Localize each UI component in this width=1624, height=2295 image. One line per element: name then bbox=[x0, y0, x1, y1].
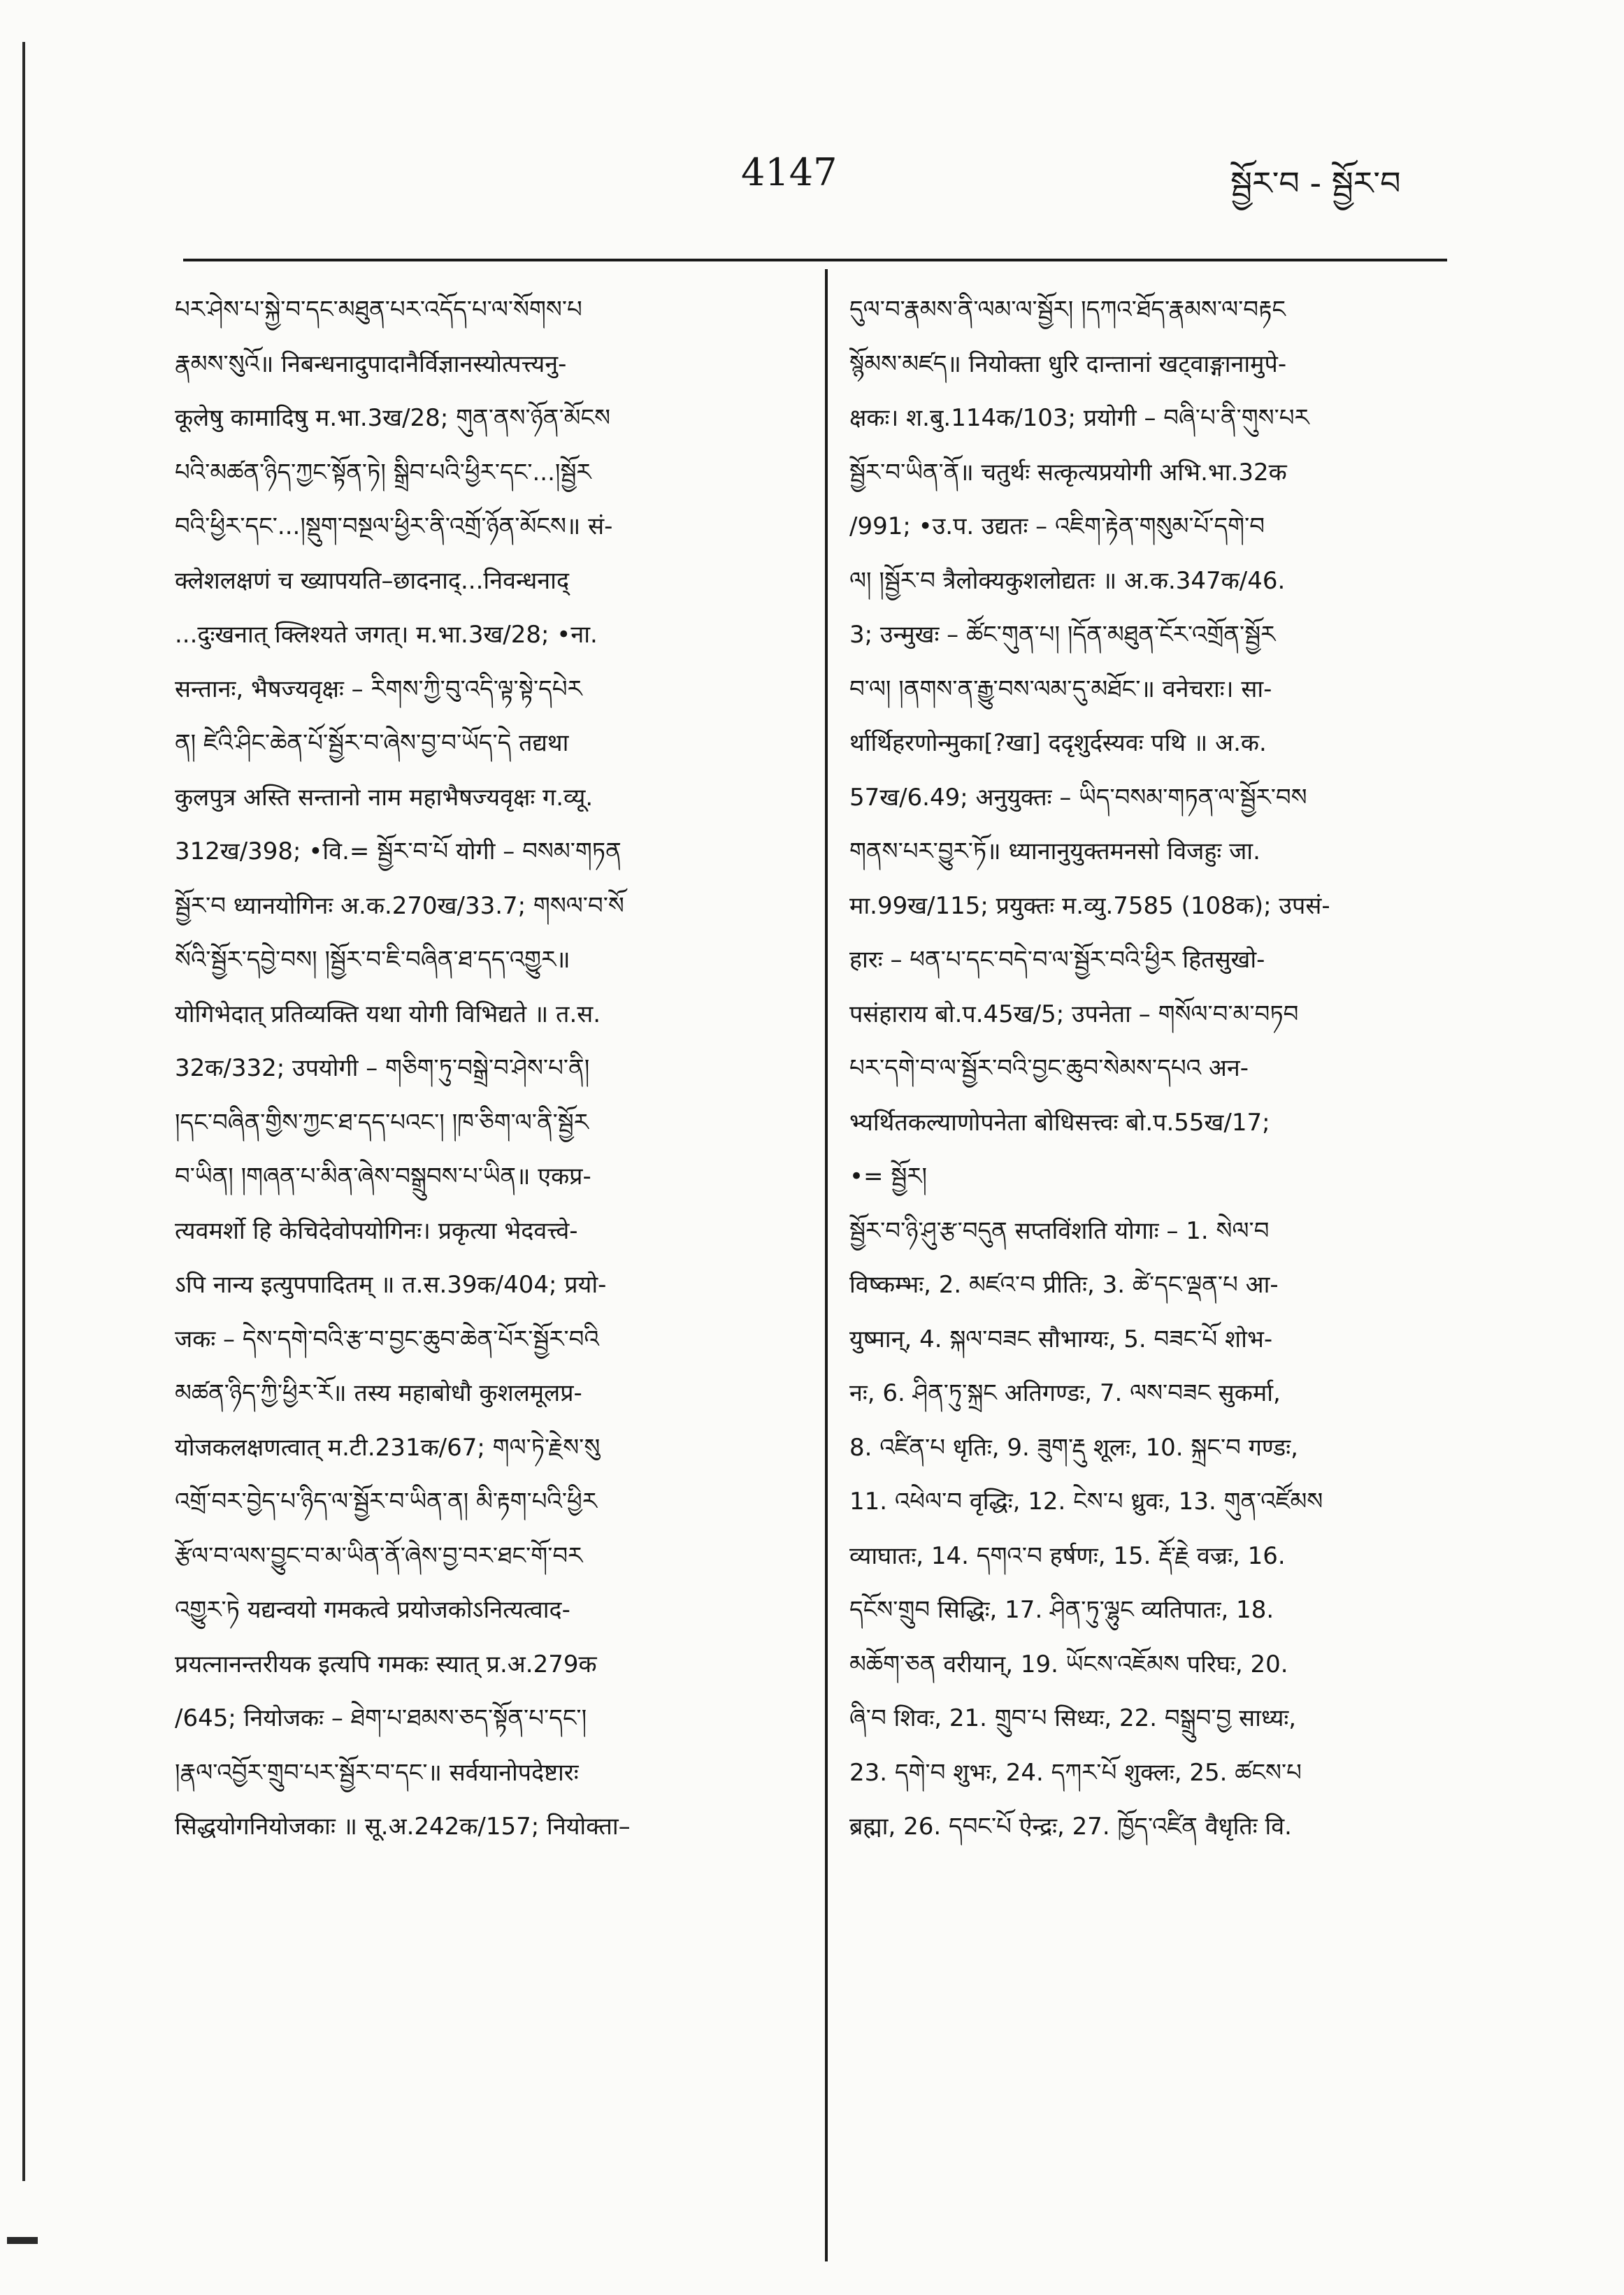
dictionary-line: भ्यर्थितकल्याणोपनेता बोधिसत्त्वः बो.प.55ख/17; bbox=[849, 1108, 1270, 1137]
dictionary-line: མཚན་ཉིད་ཀྱི་ཕྱིར་རོ॥ तस्य महाबोधौ कुशलमूलप्र- bbox=[175, 1379, 582, 1407]
dictionary-line: पसंहाराय बो.प.45ख/5; उपनेता – གསོལ་བ་མ་བཏབ bbox=[849, 1000, 1299, 1028]
dictionary-line: प्रयत्नानन्तरीयक इत्यपि गमकः स्यात् प्र.अ.279क bbox=[175, 1650, 597, 1678]
dictionary-line: 312ख/398; •वि.= སྦྱོར་བ་པོ योगी – བསམ་གཏན bbox=[175, 837, 621, 865]
dictionary-line: मा.99ख/115; प्रयुक्तः म.व्यु.7585 (108क); उपसं- bbox=[849, 891, 1330, 920]
dictionary-line: སྦྱོར་བ་ཡིན་ནོ॥ चतुर्थः सत्कृत्यप्रयोगी अभि.भा.32क bbox=[849, 458, 1287, 487]
dictionary-line: /645; नियोजकः – ཐེག་པ་ཐམས་ཅད་སྟོན་པ་དང་། bbox=[175, 1704, 587, 1732]
dictionary-line: །རྣལ་འབྱོར་གྲུབ་པར་སྦྱོར་བ་དང་॥ सर्वयानोपदेष्टारः bbox=[175, 1758, 579, 1787]
dictionary-line: ब्रह्मा, 26. དབང་པོ ऐन्द्रः, 27. ཁྱོད་འཛིན वैधृतिः वि. bbox=[849, 1813, 1292, 1841]
dictionary-line: 57ख/6.49; अनुयुक्तः – ཡིད་བསམ་གཏན་ལ་སྦྱོར་བས bbox=[849, 783, 1307, 812]
dictionary-line: འགྲོ་བར་བྱེད་པ་ཉིད་ལ་སྦྱོར་བ་ཡིན་ན། མི་རྟག་པའི་ཕྱིར bbox=[175, 1488, 598, 1516]
dictionary-line: འགྱུར་ཏེ यद्यन्वयो गमकत्वे प्रयोजकोऽनित्यत्वाद- bbox=[175, 1596, 570, 1624]
scan-margin-foot bbox=[7, 2237, 38, 2244]
dictionary-line: व्याघातः, 14. དགའ་བ हर्षणः, 15. རྡོ་རྗེ वज्रः, 16. bbox=[849, 1541, 1286, 1570]
dictionary-line: ऽपि नान्य इत्युपपादितम् ॥ त.स.39क/404; प्रयो- bbox=[175, 1271, 607, 1299]
dictionary-line: སོའི་སྦྱོར་དབྱེ་བས། །སྦྱོར་བ་ཇི་བཞིན་ཐ་དད་འགྱུར॥ bbox=[175, 946, 570, 974]
dictionary-line: र्थार्थिहरणोन्मुका[?खा] ददृशुर्दस्यवः पथि ॥ अ.क. bbox=[849, 729, 1267, 757]
dictionary-line: नः, 6. ཤིན་ཏུ་སྐྲང अतिगण्डः, 7. ལས་བཟང सुकर्मा, bbox=[849, 1379, 1281, 1407]
dictionary-line: སྦྱོར་བ ध्यानयोगिनः अ.क.270ख/33.7; གསལ་བ་སོ bbox=[175, 891, 624, 920]
dictionary-line: /991; •उ.प. उद्यतः – འཇིག་རྟེན་གསུམ་པོ་དགེ་བ bbox=[849, 512, 1265, 540]
dictionary-line: སྙོམས་མཛད॥ नियोक्ता धुरि दान्तानां खट्वाङ्गानामुपे- bbox=[849, 350, 1287, 378]
dictionary-line: योगिभेदात् प्रतिव्यक्ति यथा योगी विभिद्यते ॥ त.स. bbox=[175, 1000, 601, 1028]
dictionary-line: པར་ཤེས་པ་སྐྱེ་བ་དང་མཐུན་པར་འདོད་པ་ལ་སོགས་པ bbox=[175, 296, 582, 324]
page-number: 4147 bbox=[741, 150, 838, 194]
scan-margin-line bbox=[22, 42, 25, 2181]
dictionary-line: विष्कम्भः, 2. མཛའ་བ प्रीतिः, 3. ཚེ་དང་ལྡན་པ आ- bbox=[849, 1271, 1279, 1299]
dictionary-line: རྣམས་སུའོ॥ निबन्धनादुपादानैर्विज्ञानस्योत्पत्त्यनु- bbox=[175, 350, 567, 378]
dictionary-line: བ་ལ། །ནགས་ན་རྒྱུ་བས་ལམ་དུ་མཐོང་॥ वनेचराः। सा- bbox=[849, 675, 1272, 703]
dictionary-line: कूलेषु कामादिषु म.भा.3ख/28; གུན་ནས་ཉོན་མོངས bbox=[175, 404, 611, 432]
dictionary-line: जकः – དེས་དགེ་བའི་རྩ་བ་བྱང་ཆུབ་ཆེན་པོར་སྦྱོར་བའི bbox=[175, 1325, 599, 1353]
dictionary-line: པར་དགེ་བ་ལ་སྦྱོར་བའི་བྱང་ཆུབ་སེམས་དཔའ अन- bbox=[849, 1054, 1249, 1082]
dictionary-line: क्षकः। श.बु.114क/103; प्रयोगी – བཞི་པ་ནི་གུས་པར bbox=[849, 404, 1309, 432]
dictionary-line: སྦྱོར་བ་ཉི་ཤུ་རྩ་བདུན सप्तविंशति योगाः – 1. སེལ་བ bbox=[849, 1216, 1270, 1245]
left-column bbox=[175, 283, 790, 1855]
dictionary-line: हारः – ཕན་པ་དང་བདེ་བ་ལ་སྦྱོར་བའི་ཕྱིར हितसुखो- bbox=[849, 946, 1265, 974]
dictionary-line: ན། ཛེའི་ཤིང་ཆེན་པོ་སྦྱོར་བ་ཞེས་བྱ་བ་ཡོད་དེ तद्यथा bbox=[175, 729, 569, 757]
dictionary-line: 8. འཛིན་པ धृतिः, 9. ཟུག་རྡུ शूलः, 10. སྐྲང་བ गण्डः, bbox=[849, 1433, 1298, 1462]
dictionary-line: ཞི་བ शिवः, 21. གྲུབ་པ सिध्यः, 22. བསྒྲུབ་བྱ साध्यः, bbox=[849, 1704, 1297, 1732]
dictionary-line: त्यवमर्शो हि केचिदेवोपयोगिनः। प्रकृत्या भेदवत्त्वे- bbox=[175, 1216, 578, 1245]
running-head: སྦྱོར་བ - སྦྱོར་བ bbox=[1230, 164, 1401, 202]
dictionary-line: कुलपुत्र अस्ति सन्तानो नाम महाभैषज्यवृक्षः ग.व्यू. bbox=[175, 783, 594, 812]
dictionary-line: योजकलक्षणत्वात् म.टी.231क/67; གལ་ཏེ་རྗེས་སུ bbox=[175, 1433, 601, 1462]
right-column bbox=[849, 283, 1465, 1855]
dictionary-line: •= སྦྱོར། bbox=[849, 1163, 928, 1190]
dictionary-line: རྩོལ་བ་ལས་བྱུང་བ་མ་ཡིན་ནོ་ཞེས་བྱ་བར་ཐང་གོ་བར bbox=[175, 1541, 583, 1570]
dictionary-line: པའི་མཚན་ཉིད་ཀྱང་སྟོན་ཏེ། སྒྲིབ་པའི་ཕྱིར་དང་...།སྦྱོར bbox=[175, 458, 591, 487]
dictionary-line: བ་ཡིན། །གཞན་པ་མིན་ཞེས་བསྒྲུབས་པ་ཡིན॥ एकप्र- bbox=[175, 1163, 591, 1190]
dictionary-line: युष्मान्, 4. སྐལ་བཟང सौभाग्यः, 5. བཟང་པོ शोभ- bbox=[849, 1325, 1273, 1353]
dictionary-line: །དང་བཞིན་གྱིས་ཀྱང་ཐ་དད་པའང་། །ཁ་ཅིག་ལ་ནི་སྦྱོར bbox=[175, 1108, 589, 1137]
dictionary-line: དུལ་བ་རྣམས་ནི་ལམ་ལ་སྦྱོར། །དཀའ་ཐོད་རྣམས་ལ་བརྟང bbox=[849, 296, 1286, 324]
dictionary-line: མཆོག་ཅན वरीयान्, 19. ཡོངས་འཇོམས परिघः, 20. bbox=[849, 1650, 1288, 1678]
dictionary-line: सिद्धयोगनियोजकाः ॥ सू.अ.242क/157; नियोक्ता– bbox=[175, 1813, 631, 1841]
dictionary-line: 23. དགེ་བ शुभः, 24. དཀར་པོ शुक्लः, 25. ཚངས་པ bbox=[849, 1758, 1302, 1787]
column-divider bbox=[825, 269, 828, 2261]
dictionary-line: क्लेशलक्षणं च ख्यापयति–छादनाद्...निवन्धनाद् bbox=[175, 566, 570, 595]
dictionary-line: सन्तानः, भैषज्यवृक्षः – རིགས་ཀྱི་བུ་འདི་ལྟ་སྟེ་དཔེར bbox=[175, 675, 582, 703]
dictionary-line: དངོས་གྲུབ सिद्धिः, 17. ཤིན་ཏུ་ལྷུང व्यतिपातः, 18. bbox=[849, 1596, 1274, 1624]
dictionary-line: ལ། །སྦྱོར་བ त्रैलोक्यकुशलोद्यतः ॥ अ.क.347क/46. bbox=[849, 566, 1286, 595]
dictionary-line: གནས་པར་བྱུར་ཏོ॥ ध्यानानुयुक्तमनसो विजहुः जा. bbox=[849, 837, 1260, 865]
dictionary-line: 11. འཕེལ་བ वृद्धिः, 12. ངེས་པ ध्रुवः, 13. གུན་འཛོམས bbox=[849, 1488, 1323, 1516]
header-rule bbox=[183, 259, 1447, 261]
dictionary-line: 32क/332; उपयोगी – གཅིག་ཏུ་བསྒྲེ་བ་ཤེས་པ་ནི། bbox=[175, 1054, 590, 1082]
dictionary-line: 3; उन्मुखः – ཚོང་གུན་པ། །དོན་མཐུན་ངོར་འགྲོན་སྦྱོར bbox=[849, 621, 1276, 649]
dictionary-line: ...दुःखनात् क्लिश्यते जगत्। म.भा.3ख/28; •ना. bbox=[175, 621, 598, 649]
dictionary-line: བའི་ཕྱིར་དང་...།སྡུག་བསྔལ་ཕྱིར་ནི་འགྲོ་ཉོན་མོངས॥ सं- bbox=[175, 512, 613, 540]
